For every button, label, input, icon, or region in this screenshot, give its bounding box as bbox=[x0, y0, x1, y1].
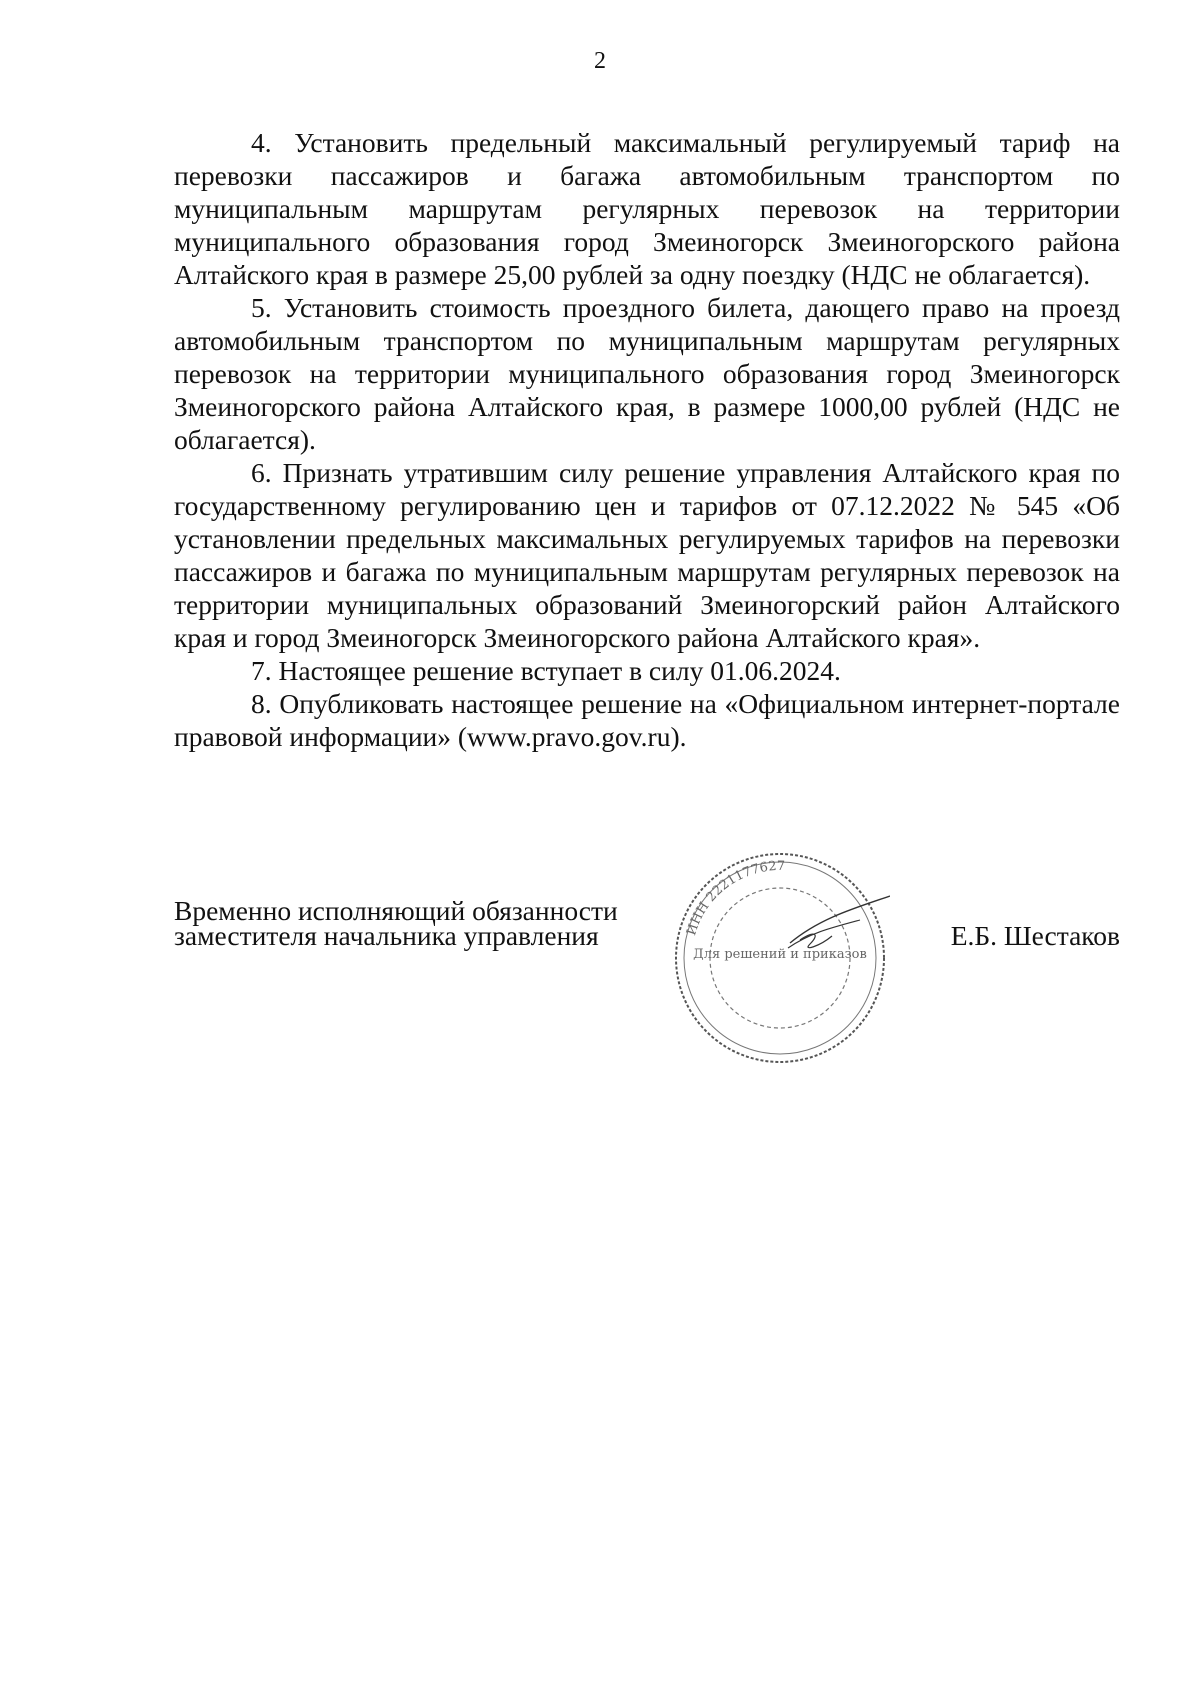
document-body bbox=[174, 126, 1120, 753]
seal-center-text: Для решений и приказов bbox=[693, 947, 867, 962]
signature-block bbox=[174, 858, 1120, 1078]
signer-title-line-1: Временно исполняющий обязанности bbox=[174, 895, 618, 926]
signer-title bbox=[174, 895, 618, 951]
signer-title-line-2: заместителя начальника управления bbox=[174, 920, 599, 951]
paragraph-5: 5. Установить стоимость проездного билета, дающего право на проезд автомобильным транспортом по муниципальным маршрутам регулярных перевозок на территории муниципального образования город Змеиногорск Змеиногорского района Алтайского края, в размере 1000,00 рублей (НДС не облагается). bbox=[174, 292, 1120, 455]
seal-graphic bbox=[670, 848, 890, 1068]
signer-name: Е.Б. Шестаков bbox=[950, 920, 1120, 951]
paragraph-8: 8. Опубликовать настоящее решение на «Официальном интернет-портале правовой информации» (www.pravo.gov.ru). bbox=[174, 688, 1120, 752]
paragraph-7: 7. Настоящее решение вступает в силу 01.06.2024. bbox=[251, 655, 841, 686]
official-seal-stamp bbox=[670, 848, 890, 1068]
paragraph-6: 6. Признать утратившим силу решение управления Алтайского края по государственному регулированию цен и тарифов от 07.12.2022 № 545 «Об установлении предельных максимальных регулируемых тарифов на перевозки пассажиров и багажа по муниципальным маршрутам регулярных перевозок на территории муниципальных образований Змеиногорский район Алтайского края и город Змеиногорск Змеиногорского района Алтайского края». bbox=[174, 457, 1120, 653]
paragraph-4: 4. Установить предельный максимальный регулируемый тариф на перевозки пассажиров и багажа автомобильным транспортом по муниципальным маршрутам регулярных перевозок на территории муниципального образования город Змеиногорск Змеиногорского района Алтайского края в размере 25,00 рублей за одну поездку (НДС не облагается). bbox=[174, 127, 1120, 290]
seal-ring-text: ИНН 2221177627 bbox=[684, 858, 786, 938]
page-number: 2 bbox=[594, 48, 606, 74]
